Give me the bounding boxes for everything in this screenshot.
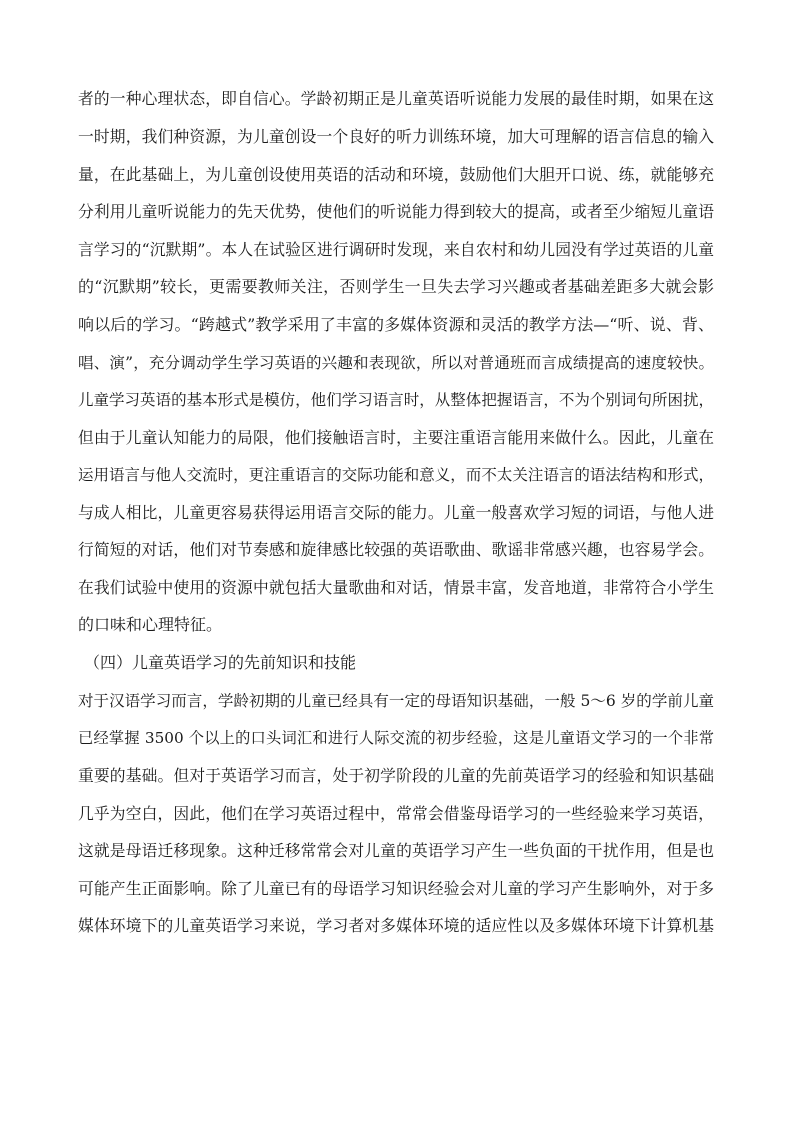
body-text-line: 唱、演”，充分调动学生学习英语的兴趣和表现欲，所以对普通班而言成绩提高的速度较快。 <box>78 354 714 372</box>
body-text-line: 与成人相比，儿童更容易获得运用语言交际的能力。儿童一般喜欢学习短的词语，与他人进 <box>78 503 714 522</box>
body-text-line: 媒体环境下的儿童英语学习来说，学习者对多媒体环境的适应性以及多媒体环境下计算机基 <box>78 916 714 935</box>
body-text-line: 量，在此基础上，为儿童创设使用英语的活动和环境，鼓励他们大胆开口说、练，就能够充 <box>78 165 714 184</box>
body-text-line: 运用语言与他人交流时，更注重语言的交际功能和意义，而不太关注语言的语法结构和形式， <box>78 466 714 484</box>
body-text-line: 响以后的学习。“跨越式”教学采用了丰富的多媒体资源和灵活的教学方法—“听、说、背、 <box>78 315 714 334</box>
body-text-line: 行简短的对话，他们对节奏感和旋律感比较强的英语歌曲、歌谣非常感兴趣，也容易学会。 <box>78 540 714 559</box>
body-text-line: 言学习的“沉默期”。本人在试验区进行调研时发现，来自农村和幼儿园没有学过英语的儿童 <box>78 240 714 259</box>
body-text-line: 可能产生正面影响。除了儿童已有的母语学习知识经验会对儿童的学习产生影响外，对于多 <box>78 879 714 898</box>
body-text-line: 对于汉语学习而言，学龄初期的儿童已经具有一定的母语知识基础，一般 5～6 岁的学前儿童 <box>78 692 714 710</box>
body-text-line: 者的一种心理状态，即自信心。学龄初期正是儿童英语听说能力发展的最佳时期，如果在这 <box>78 89 714 108</box>
body-text-line: 儿童学习英语的基本形式是模仿，他们学习语言时，从整体把握语言，不为个别词句所困扰， <box>78 391 714 409</box>
section-heading: （四）儿童英语学习的先前知识和技能 <box>84 653 357 672</box>
body-text-line: 几乎为空白，因此，他们在学习英语过程中，常常会借鉴母语学习的一些经验来学习英语， <box>78 804 714 823</box>
body-text-line: 这就是母语迁移现象。这种迁移常常会对儿童的英语学习产生一些负面的干扰作用，但是也 <box>78 841 714 860</box>
body-text-line: 重要的基础。但对于英语学习而言，处于初学阶段的儿童的先前英语学习的经验和知识基础 <box>78 766 714 785</box>
body-text-line: 但由于儿童认知能力的局限，他们接触语言时，主要注重语言能用来做什么。因此，儿童在 <box>78 428 714 447</box>
body-text-line: 一时期，我们种资源，为儿童创设一个良好的听力训练环境，加大可理解的语言信息的输入 <box>78 127 714 146</box>
body-text-line: 的口味和心理特征。 <box>78 615 223 634</box>
body-text-line: 的“沉默期”较长，更需要教师关注，否则学生一旦失去学习兴趣或者基础差距多大就会影 <box>78 277 714 296</box>
body-text-line: 已经掌握 3500 个以上的口头词汇和进行人际交流的初步经验，这是儿童语文学习的一个非常 <box>78 729 714 747</box>
body-text-line: 分利用儿童听说能力的先天优势，使他们的听说能力得到较大的提高，或者至少缩短儿童语 <box>78 202 714 221</box>
body-text-line: 在我们试验中使用的资源中就包括大量歌曲和对话，情景丰富，发音地道，非常符合小学生 <box>78 578 714 597</box>
